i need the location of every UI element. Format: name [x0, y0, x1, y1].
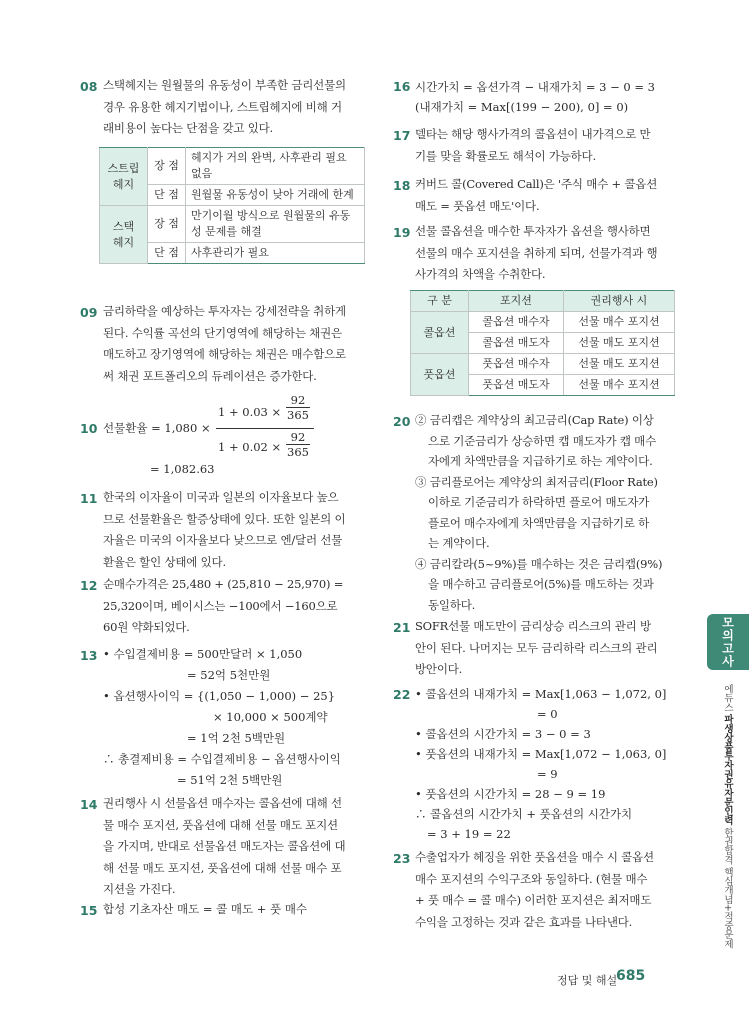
- answer-text: [415, 124, 677, 167]
- question-number: 11: [80, 491, 98, 506]
- text-line: + 풋 매수 = 콜 매수) 이러한 포지션은 최저매도: [415, 893, 652, 907]
- table-cell: 선물 매도 포지션: [564, 354, 675, 375]
- book-title-vertical: [720, 684, 734, 948]
- text-line: • 수입결제비용 = 500만달러 × 1,050: [103, 647, 303, 661]
- question-number: 21: [393, 620, 411, 635]
- text-line: 한국의 이자율이 미국과 일본의 이자율보다 높으: [103, 490, 339, 504]
- table-cell: 원월물 유동성이 낮아 거래에 한계: [186, 185, 365, 206]
- fraction: [284, 393, 312, 422]
- text-line: 델타는 해당 행사가격의 콜옵션이 내가격으로 만: [415, 127, 651, 141]
- table-cell: 풋옵션: [411, 354, 469, 396]
- table-cell: 선물 매수 포지션: [564, 375, 675, 396]
- table-cell: 사후관리가 필요: [186, 243, 365, 264]
- text-line: = 1억 2천 5백만원: [187, 731, 286, 745]
- text-line: 커버드 콜(Covered Call)은 '주식 매수 + 콜옵션: [415, 177, 658, 191]
- text-line: 매수 포지션의 수익구조와 동일하다. (현물 매수: [415, 871, 648, 886]
- answer-text: [415, 174, 677, 217]
- table-cell: 콜옵션 매도자: [469, 333, 564, 354]
- table-cell: 헤지가 거의 완벽, 사후관리 필요 없음: [186, 148, 365, 185]
- text-line: 는 계약이다.: [428, 536, 490, 550]
- table-cell: 장 점: [148, 148, 186, 185]
- answer-text: [415, 616, 677, 681]
- table-cell: 풋옵션 매수자: [469, 354, 564, 375]
- table-cell: 선물 매도 포지션: [564, 333, 675, 354]
- text-line: 25,320이며, 베이시스는 −100에서 −160으로: [103, 598, 338, 613]
- book-title: 파생상품투자권유자문인력: [722, 714, 733, 825]
- question-number: 14: [80, 797, 98, 812]
- question-number: 20: [393, 414, 411, 429]
- fraction: [284, 430, 312, 459]
- text-line: 경우 유용한 헤지기법이나, 스트립헤지에 비해 거: [103, 99, 342, 114]
- text-line: 시간가치 = 옵션가격 − 내재가치 = 3 − 0 = 3: [415, 80, 655, 94]
- formula-label: 선물환율 = 1,080 ×: [103, 421, 211, 435]
- text-line: 방안이다.: [415, 662, 463, 676]
- table-cell: 단 점: [148, 185, 186, 206]
- answer-text: [415, 410, 677, 615]
- text-line: • 콜옵션의 내재가치 = Max[1,063 − 1,072, 0]: [415, 687, 667, 701]
- text-line: 해 선물 매도 포지션, 풋옵션에 대해 선물 매수 포: [103, 860, 342, 875]
- text-line: 을 가지며, 반대로 선물옵션 매도자는 콜옵션에 대: [103, 839, 346, 853]
- chapter-tab[interactable]: 모의고사: [707, 614, 749, 670]
- question-number: 08: [80, 79, 98, 94]
- text-line: 자에게 차액만큼을 지급하기로 하는 계약이다.: [428, 454, 653, 468]
- table-cell: 콜옵션 매수자: [469, 312, 564, 333]
- text-line: 으로 기준금리가 상승하면 캡 매도자가 캡 매수: [428, 433, 657, 448]
- fraction-bottom: 365: [287, 408, 309, 422]
- text-line: 물 매수 포지션, 풋옵션에 대해 선물 매도 포지션: [103, 817, 338, 832]
- text-line: × 10,000 × 500계약: [213, 710, 328, 724]
- table-cell: 풋옵션 매도자: [469, 375, 564, 396]
- table-cell: 콜옵션: [411, 312, 469, 354]
- question-number: 19: [393, 225, 411, 240]
- page-number: 685: [616, 968, 646, 984]
- question-number: 09: [80, 305, 98, 320]
- text-line: = 0: [537, 707, 558, 721]
- answer-text: [103, 487, 365, 573]
- question-number: 13: [80, 648, 98, 663]
- text-line: 이하로 기준금리가 하락하면 플로어 매도자가: [428, 495, 650, 509]
- text-line: 선물의 매수 포지션을 취하게 되며, 선물가격과 행: [415, 245, 658, 260]
- fraction-top: 92: [290, 430, 306, 444]
- table-cell: 만기이월 방식으로 원월물의 유동성 문제를 해결: [186, 206, 365, 243]
- text-line: ∴ 총결제비용 = 수입결제비용 − 옵션행사이익: [103, 752, 341, 766]
- text-line: 써 채권 포트폴리오의 듀레이션은 증가한다.: [103, 368, 317, 383]
- text-line: 매도하고 장기영역에 해당하는 채권은 매수함으로: [103, 347, 346, 361]
- table-header-cell: 구 분: [411, 291, 469, 312]
- question-number: 15: [80, 903, 98, 918]
- table-cell: 선물 매수 포지션: [564, 312, 675, 333]
- text-line: = 9: [537, 767, 558, 781]
- fraction-top: 92: [290, 393, 306, 407]
- table-cell: 단 점: [148, 243, 186, 264]
- question-number: 12: [80, 578, 98, 593]
- text-line: ③ 금리플로어는 계약상의 최저금리(Floor Rate): [415, 474, 658, 489]
- text-line: 자율은 미국의 이자율보다 낮으므로 엔/달러 선물: [103, 533, 343, 547]
- text-line: 을 매수하고 금리플로어(5%)를 매도하는 것과: [428, 577, 654, 591]
- text-line: (내재가치 = Max[(199 − 200), 0] = 0): [415, 100, 629, 114]
- text-line: ④ 금리칼라(5~9%)를 매수하는 것은 금리캡(9%): [415, 556, 663, 571]
- text-line: 선물 콜옵션을 매수한 투자자가 옵션을 행사하면: [415, 224, 651, 238]
- text-line: • 풋옵션의 시간가치 = 28 − 9 = 19: [415, 787, 606, 801]
- question-number: 23: [393, 851, 411, 866]
- text-line: 기를 맞을 확률로도 해석이 가능하다.: [415, 148, 596, 163]
- table-header-cell: 권리행사 시: [564, 291, 675, 312]
- text-line: 래비용이 높다는 단점을 갖고 있다.: [103, 121, 274, 135]
- answer-text: [415, 221, 677, 286]
- text-line: • 풋옵션의 내재가치 = Max[1,072 − 1,063, 0]: [415, 747, 667, 761]
- text-line: 권리행사 시 선물옵션 매수자는 콜옵션에 대해 선: [103, 796, 342, 810]
- text-line: 수출업자가 헤징을 위한 풋옵션을 매수 시 콜옵션: [415, 850, 654, 864]
- question-number: 10: [80, 421, 98, 436]
- text-line: 순매수가격은 25,480 + (25,810 − 25,970) =: [103, 577, 344, 591]
- text-line: 므로 선물환율은 할증상태에 있다. 또한 일본의 이: [103, 511, 346, 526]
- publisher-label: 에듀스: [722, 684, 733, 715]
- answer-text: [103, 75, 365, 140]
- text-line: • 옵션행사이익 = {(1,050 − 1,000) − 25}: [103, 689, 336, 703]
- text-line: 사가격의 차액을 수취한다.: [415, 267, 546, 281]
- book-subtitle: 한권합격 핵심개념+적중문제: [722, 824, 733, 949]
- text-line: 안이 된다. 나머지는 모두 금리하락 리스크의 관리: [415, 640, 658, 655]
- main-fraction-bar: [216, 428, 314, 429]
- table-header-cell: 포지션: [469, 291, 564, 312]
- table-cell: 스택 헤지: [100, 206, 148, 264]
- question-number: 16: [393, 79, 411, 94]
- text-line: 플로어 매수자에게 차액만큼을 지급하기로 하: [428, 515, 650, 530]
- question-number: 18: [393, 178, 411, 193]
- formula-denominator: 1 + 0.02 ×: [218, 440, 282, 454]
- hedge-comparison-table: [99, 147, 365, 264]
- text-line: 지션을 가진다.: [103, 882, 176, 896]
- text-line: = 52억 5천만원: [187, 668, 271, 682]
- text-line: = 51억 2천 5백만원: [177, 773, 283, 787]
- text-line: = 3 + 19 = 22: [427, 827, 511, 841]
- answer-text: [103, 574, 365, 639]
- text-line: 환율은 할인 상태에 있다.: [103, 554, 226, 569]
- text-line: 스택헤지는 원월물의 유동성이 부족한 금리선물의: [103, 78, 346, 92]
- formula-numerator: 1 + 0.03 ×: [218, 405, 282, 419]
- question-number: 22: [393, 687, 411, 702]
- table-cell: 장 점: [148, 206, 186, 243]
- table-cell: 스트립 헤지: [100, 148, 148, 206]
- text-line: SOFR선물 매도만이 금리상승 리스크의 관리 방: [415, 619, 651, 633]
- text-line: • 콜옵션의 시간가치 = 3 − 0 = 3: [415, 727, 591, 741]
- text-line: 동일하다.: [428, 597, 476, 612]
- exercise-position-table: [410, 290, 675, 396]
- footer-label: 정답 및 해설: [557, 974, 618, 987]
- answer-text: [415, 847, 677, 933]
- fraction-bottom: 365: [287, 445, 309, 459]
- text-line: 60원 약화되었다.: [103, 620, 190, 634]
- formula-result: = 1,082.63: [150, 462, 215, 476]
- text-line: ∴ 콜옵션의 시간가치 + 풋옵션의 시간가치: [415, 807, 633, 821]
- question-number: 17: [393, 128, 411, 143]
- text-line: 수익을 고정하는 것과 같은 효과를 나타낸다.: [415, 914, 633, 929]
- answer-text: [103, 301, 365, 387]
- answer-text: [103, 793, 365, 901]
- text-line: 된다. 수익률 곡선의 단기영역에 해당하는 채권은: [103, 325, 342, 340]
- text-line: 매도 = 풋옵션 매도'이다.: [415, 198, 540, 213]
- text-line: ② 금리캡은 계약상의 최고금리(Cap Rate) 이상: [415, 413, 654, 427]
- text-line: 금리하락을 예상하는 투자자는 강세전략을 취하게: [103, 304, 346, 318]
- text-line: 합성 기초자산 매도 = 콜 매도 + 풋 매수: [103, 902, 308, 916]
